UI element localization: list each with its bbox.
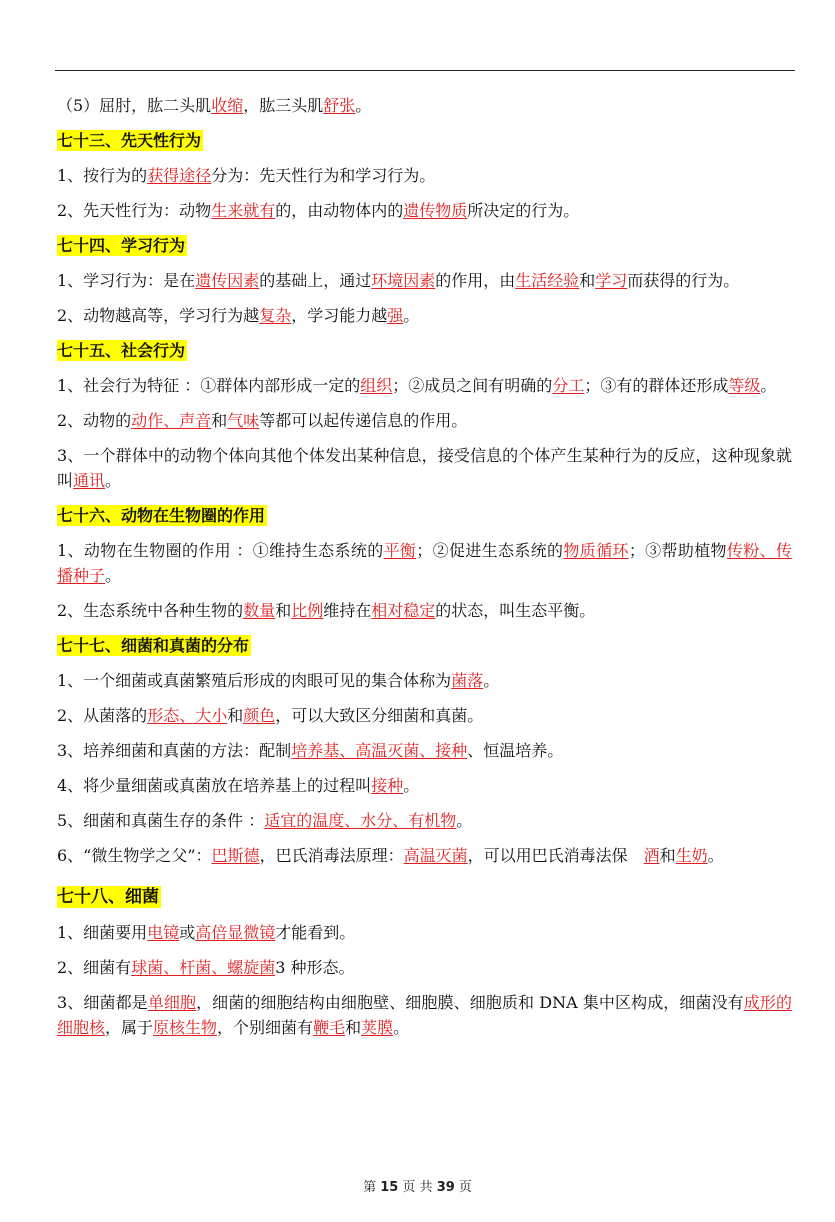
paragraph [57,920,792,945]
paragraph-text: 。 [707,846,724,865]
key-term: 巴斯德 [211,846,260,865]
header-rule [55,70,795,71]
paragraph-text: 分为：先天性行为和学习行为。 [211,166,436,185]
paragraph [57,303,792,328]
paragraph [57,668,792,693]
paragraph [57,843,792,868]
paragraph-text: 。 [483,671,500,690]
paragraph-text: 才能看到。 [275,923,356,942]
paragraph-text: 2、先天性行为：动物 [57,201,212,220]
key-term: 高温灭菌 [403,846,468,865]
key-term: 物质循环 [563,541,629,560]
paragraph-text: 1、细菌要用 [57,923,148,942]
paragraph-text: 而获得的行为。 [627,271,740,290]
paragraph [57,808,792,833]
key-term: 高倍显微镜 [195,923,276,942]
paragraph [57,198,792,223]
paragraph [57,538,792,588]
paragraph-text: 3、一个群体中的动物个体向其他个体发出某种信息，接受信息的个体产生某种行为的反应，这种现象就叫 [57,446,792,490]
key-term: 菌落 [451,671,484,690]
key-term: 颜色 [243,706,276,725]
paragraph-text: 。 [393,1018,410,1037]
paragraph-text: 等都可以起传递信息的作用。 [259,411,468,430]
key-term: 生奶 [675,846,708,865]
section-heading-text: 七十六、动物在生物圈的作用 [57,506,266,525]
current-page-number: 15 [380,1180,399,1195]
key-term: 比例 [291,601,324,620]
paragraph-text: ，可以用巴氏消毒法保 [467,846,644,865]
section-heading [57,233,792,258]
paragraph [57,703,792,728]
paragraph-text: 和 [211,411,228,430]
paragraph [57,373,792,398]
footer-prefix: 第 [363,1180,381,1195]
footer-middle: 页 共 [398,1180,437,1195]
paragraph-text: 和 [275,601,292,620]
paragraph-text: 。 [403,306,420,325]
key-term: 通讯 [73,471,106,490]
paragraph-text: 。 [456,811,473,830]
paragraph-text: 2、动物越高等，学习行为越 [57,306,260,325]
paragraph-text: 的，由动物体内的 [275,201,404,220]
paragraph [57,990,792,1040]
key-term: 相对稳定 [371,601,436,620]
paragraph-text: 3、培养细菌和真菌的方法：配制 [57,741,292,760]
key-term: 酒 [643,846,660,865]
paragraph-text: 2、生态系统中各种生物的 [57,601,244,620]
paragraph-text: 、恒温培养。 [467,741,564,760]
paragraph-text: 。 [760,376,777,395]
paragraph-text: 或 [179,923,196,942]
paragraph-text: 维持在 [323,601,372,620]
paragraph-text: ，细菌的细胞结构由细胞壁、细胞膜、细胞质和 DNA 集中区构成，细菌没有 [196,993,744,1012]
paragraph-text: ；②促进生态系统的 [416,541,564,560]
section-heading-text: 七十四、学习行为 [57,236,186,255]
paragraph-text: 和 [659,846,676,865]
key-term: 平衡 [383,541,417,560]
paragraph-text: ，个别细菌有 [217,1018,314,1037]
paragraph-text: 4、将少量细菌或真菌放在培养基上的过程叫 [57,776,372,795]
paragraph-text: ，肱三头肌 [243,96,324,115]
key-term: 分工 [552,376,585,395]
key-term: 舒张 [323,96,356,115]
paragraph [57,408,792,433]
section-heading-text: 七十五、社会行为 [57,341,186,360]
paragraph-text: 2、从菌落的 [57,706,148,725]
paragraph-text: 。 [355,96,372,115]
paragraph-text: 6、“微生物学之父”： [57,846,212,865]
section-heading [57,503,792,528]
paragraph [57,955,792,980]
key-term: 收缩 [211,96,244,115]
page-footer [0,1176,835,1195]
key-term: 强 [387,306,404,325]
paragraph [57,268,792,293]
paragraph-text: 1、学习行为：是在 [57,271,196,290]
key-term: 等级 [728,376,761,395]
paragraph-text: ，属于 [105,1018,154,1037]
key-term: 培养基、高温灭菌、接种 [291,741,468,760]
paragraph-text: 和 [227,706,244,725]
key-term: 成形的细胞核 [57,993,792,1037]
paragraph-text: ，巴氏消毒法原理： [259,846,404,865]
paragraph [57,598,792,623]
paragraph [57,443,792,493]
footer-suffix: 页 [454,1180,472,1195]
key-term: 鞭毛 [313,1018,346,1037]
paragraph-text: 2、细菌有 [57,958,132,977]
paragraph-text: 所决定的行为。 [467,201,580,220]
paragraph-text: 的状态，叫生态平衡。 [435,601,596,620]
paragraph-text: 3、细菌都是 [57,993,148,1012]
key-term: 获得途径 [147,166,212,185]
paragraph-text: 的基础上，通过 [259,271,372,290]
key-term: 遗传物质 [403,201,468,220]
key-term: 组织 [360,376,393,395]
paragraph-text: ；③帮助植物 [628,541,727,560]
paragraph-text: 5、细菌和真菌生存的条件 ： [57,811,265,830]
key-term: 形态、大小 [147,706,228,725]
paragraph [57,773,792,798]
paragraph-text: 1、动物在生物圈的作用 ：①维持生态系统的 [57,541,384,560]
paragraph-text: 1、一个细菌或真菌繁殖后形成的肉眼可见的集合体称为 [57,671,452,690]
paragraph-text: 2、动物的 [57,411,132,430]
paragraph-text: ；②成员之间有明确的 [392,376,553,395]
paragraph-text: 1、按行为的 [57,166,148,185]
key-term: 生活经验 [515,271,580,290]
key-term: 球菌、杆菌、螺旋菌 [131,958,276,977]
paragraph-text: ；③有的群体还形成 [584,376,729,395]
key-term: 原核生物 [153,1018,218,1037]
key-term: 电镜 [147,923,180,942]
paragraph-text: 和 [579,271,596,290]
key-term: 气味 [227,411,260,430]
paragraph-text: （5）屈肘，肱二头肌 [57,96,212,115]
key-term: 遗传因素 [195,271,260,290]
section-heading [57,633,792,658]
paragraph-text: 。 [105,566,122,585]
paragraph-text: ，可以大致区分细菌和真菌。 [275,706,484,725]
key-term: 环境因素 [371,271,436,290]
key-term: 数量 [243,601,276,620]
key-term: 接种 [371,776,404,795]
paragraph [57,93,792,118]
paragraph-text: 1、社会行为特征 ：①群体内部形成一定的 [57,376,361,395]
key-term: 生来就有 [211,201,276,220]
section-heading [57,884,792,910]
paragraph-text: 3 种形态。 [275,958,355,977]
paragraph-text: 。 [403,776,420,795]
paragraph [57,738,792,763]
key-term: 单细胞 [147,993,197,1012]
total-page-number: 39 [436,1180,455,1195]
section-heading-text: 七十七、细菌和真菌的分布 [57,636,250,655]
key-term: 学习 [595,271,628,290]
section-heading [57,338,792,363]
section-heading-text: 七十三、先天性行为 [57,131,202,150]
paragraph-text: 的作用，由 [435,271,516,290]
paragraph-text: 。 [105,471,122,490]
key-term: 动作、声音 [131,411,212,430]
section-heading [57,128,792,153]
section-heading-text: 七十八、细菌 [57,887,159,907]
document-body [57,93,792,1050]
key-term: 复杂 [259,306,292,325]
key-term: 荚膜 [361,1018,394,1037]
key-term: 传粉、传播种子 [57,541,792,585]
paragraph-text: 和 [345,1018,362,1037]
paragraph-text: ，学习能力越 [291,306,388,325]
paragraph [57,163,792,188]
key-term: 适宜的温度、水分、有机物 [264,811,457,830]
